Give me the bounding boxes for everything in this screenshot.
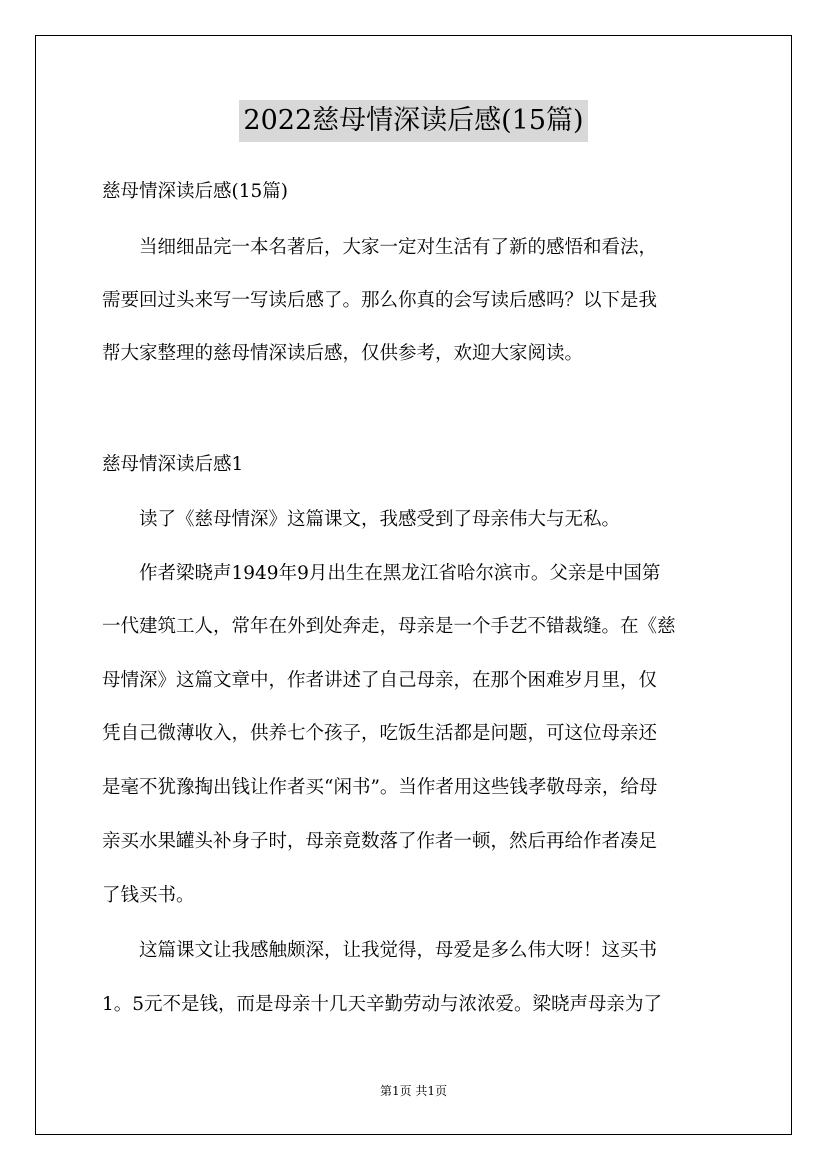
body-line: 凭自己微薄收入，供养七个孩子，吃饭生活都是问题，可这位母亲还 [102, 723, 658, 744]
body-line: 1。5元不是钱，而是母亲十几天辛勤劳动与浓浓爱。梁晓声母亲为了 [102, 994, 663, 1015]
document-title: 2022慈母情深读后感(15篇) [239, 100, 587, 142]
subtitle-line: 慈母情深读后感(15篇) [102, 181, 288, 202]
body-line: 需要回过头来写一写读后感了。那么你真的会写读后感吗？以下是我 [102, 290, 658, 311]
body-line: 一代建筑工人，常年在外到处奔走，母亲是一个手艺不错裁缝。在《慈 [102, 616, 676, 637]
page-footer: 第1页 共1页 [379, 1084, 448, 1098]
body-line: 这篇课文让我感触颇深，让我觉得，母爱是多么伟大呀！这买书 [102, 940, 658, 961]
section-heading: 慈母情深读后感1 [102, 454, 244, 475]
body-line: 当细细品完一本名著后，大家一定对生活有了新的感悟和看法， [102, 237, 658, 258]
body-line: 作者梁晓声1949年9月出生在黑龙江省哈尔滨市。父亲是中国第 [102, 563, 661, 584]
title-container [0, 100, 827, 142]
body-line: 母情深》这篇文章中，作者讲述了自己母亲，在那个困难岁月里，仅 [102, 670, 658, 691]
body-line: 是毫不犹豫掏出钱让作者买“闲书”。当作者用这些钱孝敬母亲，给母 [102, 777, 658, 798]
body-line: 帮大家整理的慈母情深读后感，仅供参考，欢迎大家阅读。 [102, 343, 584, 364]
body-line: 亲买水果罐头补身子时，母亲竟数落了作者一顿，然后再给作者凑足 [102, 831, 658, 852]
body-line: 了钱买书。 [102, 885, 195, 906]
body-line: 读了《慈母情深》这篇课文，我感受到了母亲伟大与无私。 [102, 509, 621, 530]
